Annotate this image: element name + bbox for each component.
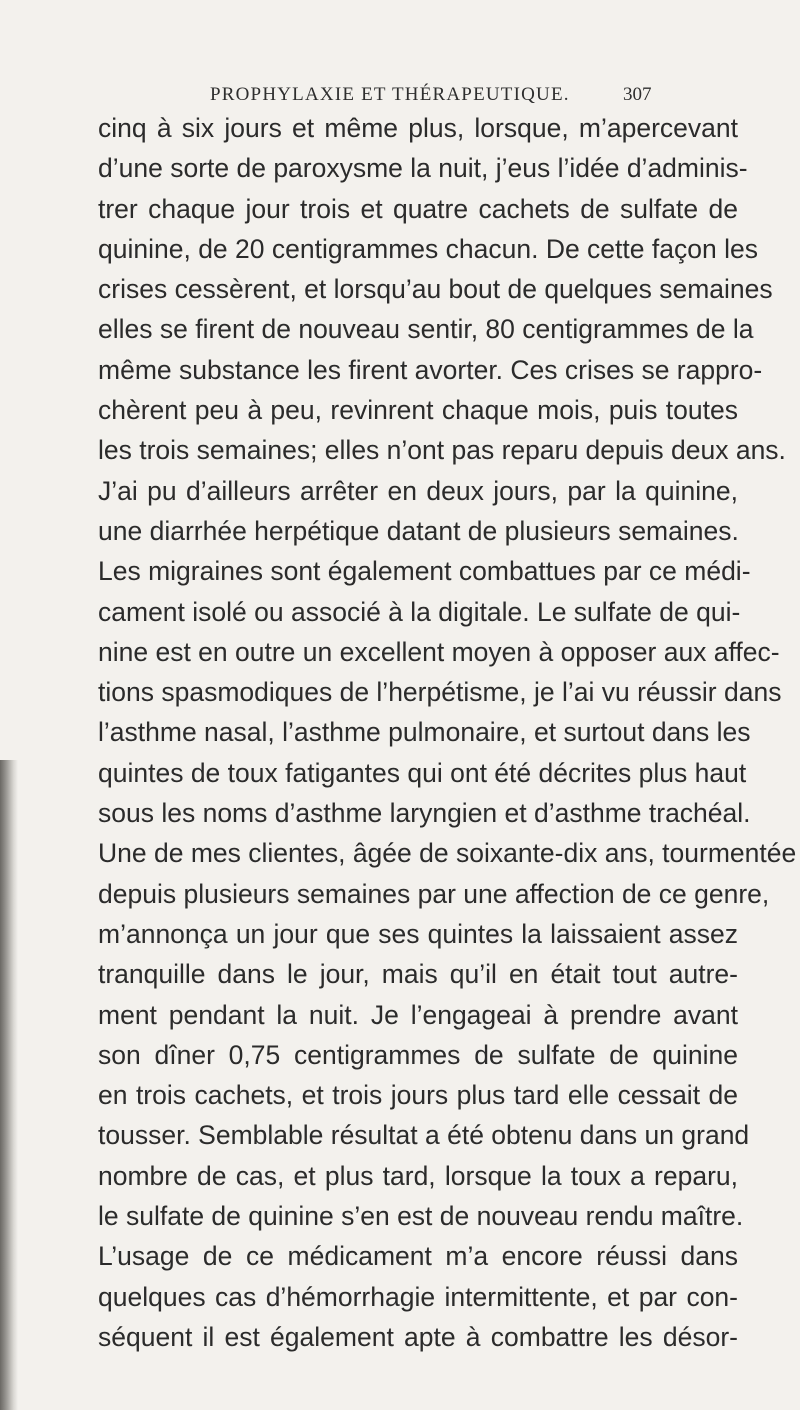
text-line: ment pendant la nuit. Je l’engageai à prendre avant — [98, 999, 738, 1030]
page-number: 307 — [623, 84, 652, 105]
text-line: nombre de cas, et plus tard, lorsque la toux a reparu, — [98, 1160, 738, 1191]
text-line: cinq à six jours et même plus, lorsque, m’apercevant — [98, 113, 738, 143]
text-line: l’asthme nasal, l’asthme pulmonaire, et surtout dans les — [98, 717, 751, 748]
text-line: crises cessèrent, et lorsqu’au bout de quelques semaines — [98, 274, 773, 305]
text-line: cament isolé ou associé à la digitale. Le sulfate de qui- — [98, 596, 741, 627]
text-line: m’annonça un jour que ses quintes la laissaient assez — [98, 918, 738, 949]
text-line: son dîner 0,75 centigrammes de sulfate de quinine — [98, 1039, 738, 1070]
text-line: J’ai pu d’ailleurs arrêter en deux jours, par la quinine, — [98, 475, 738, 506]
text-line: les trois semaines; elles n’ont pas reparu depuis deux ans. — [98, 435, 786, 466]
text-line: tousser. Semblable résultat a été obtenu dans un grand — [98, 1120, 750, 1151]
text-line: quinine, de 20 centigrammes chacun. De cette façon les — [98, 233, 758, 264]
text-line: elles se firent de nouveau sentir, 80 centigrammes de la — [98, 314, 754, 345]
text-line: en trois cachets, et trois jours plus tard elle cessait de — [98, 1080, 738, 1111]
running-head: PROPHYLAXIE ET THÉRAPEUTIQUE. — [210, 84, 570, 105]
text-line: chèrent peu à peu, revinrent chaque mois, puis toutes — [98, 395, 738, 426]
text-line: depuis plusieurs semaines par une affection de ce genre, — [98, 878, 770, 909]
text-line: L’usage de ce médicament m’a encore réussi dans — [98, 1241, 738, 1272]
body-text — [98, 108, 797, 1357]
text-line: une diarrhée herpétique datant de plusieurs semaines. — [98, 515, 739, 546]
text-line: quintes de toux fatigantes qui ont été décrites plus haut — [98, 757, 747, 788]
text-line: tions spasmodiques de l’herpétisme, je l’ai vu réussir dans — [98, 677, 782, 708]
text-line: Une de mes clientes, âgée de soixante-dix ans, tourmentée — [98, 838, 797, 869]
text-line: sous les noms d’asthme laryngien et d’asthme trachéal. — [98, 798, 751, 829]
text-line: Les migraines sont également combattues par ce médi- — [98, 556, 751, 587]
text-line: même substance les firent avorter. Ces crises se rappro- — [98, 354, 763, 385]
text-line: le sulfate de quinine s’en est de nouveau rendu maître. — [98, 1201, 744, 1232]
text-line: tranquille dans le jour, mais qu’il en était tout autre- — [98, 959, 738, 990]
text-line: d’une sorte de paroxysme la nuit, j’eus l’idée d’adminis- — [98, 153, 748, 184]
text-line: nine est en outre un excellent moyen à opposer aux affec- — [98, 636, 780, 667]
text-line: trer chaque jour trois et quatre cachets de sulfate de — [98, 193, 738, 224]
text-line: séquent il est également apte à combattre les désor- — [98, 1321, 738, 1352]
text-line: quelques cas d’hémorrhagie intermittente, et par con- — [98, 1281, 738, 1312]
page-binding-shadow — [0, 760, 18, 1410]
